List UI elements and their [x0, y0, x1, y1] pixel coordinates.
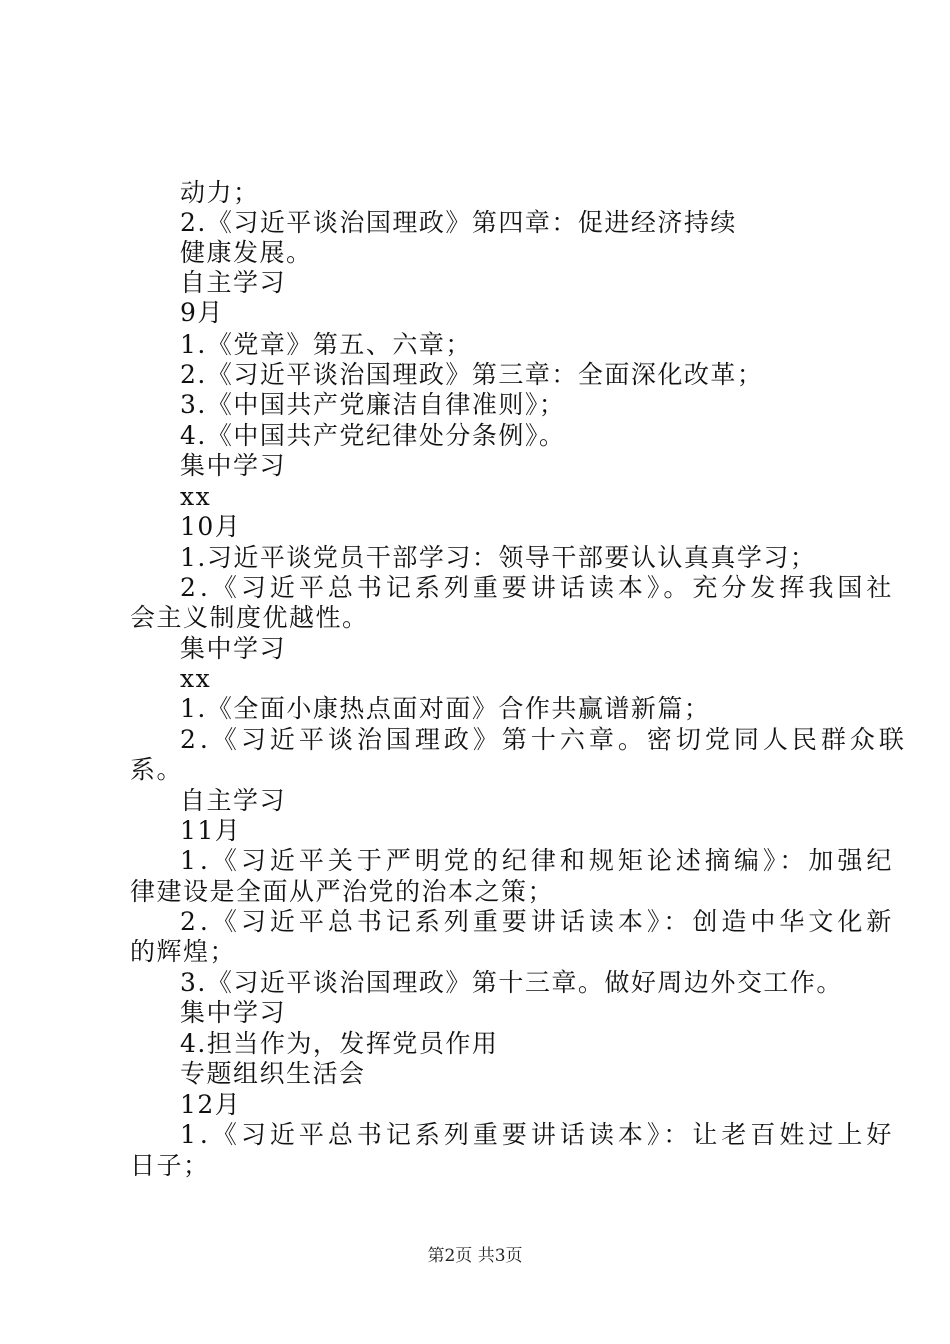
text-line-15: 会主义制度优越性。 — [130, 603, 369, 632]
text-line-11: xx — [180, 482, 212, 511]
text-line-6: 1.《党章》第五、六章； — [180, 330, 472, 359]
text-line-20: 系。 — [130, 755, 184, 784]
text-line-17: xx — [180, 664, 212, 693]
text-line-18: 1.《全面小康热点面对面》合作共赢谱新篇； — [180, 694, 711, 723]
text-line-27: 3.《习近平谈治国理政》第十三章。做好周边外交工作。 — [180, 968, 843, 997]
text-line-5: 9月 — [180, 298, 224, 327]
text-line-32: 1.《习近平总书记系列重要讲话读本》：让老百姓过上好 — [180, 1120, 896, 1149]
text-line-10: 集中学习 — [180, 451, 287, 480]
text-line-33: 日子； — [130, 1151, 210, 1180]
text-line-21: 自主学习 — [180, 786, 287, 815]
text-line-24: 律建设是全面从严治党的治本之策； — [130, 877, 555, 906]
text-line-22: 11月 — [180, 816, 242, 845]
text-line-12: 10月 — [180, 512, 242, 541]
text-line-4: 自主学习 — [180, 268, 287, 297]
text-line-13: 1.习近平谈党员干部学习：领导干部要认认真真学习； — [180, 543, 817, 572]
text-line-25: 2.《习近平总书记系列重要讲话读本》：创造中华文化新 — [180, 907, 896, 936]
text-line-9: 4.《中国共产党纪律处分条例》。 — [180, 421, 566, 450]
text-line-29: 4.担当作为，发挥党员作用 — [180, 1029, 499, 1058]
text-line-7: 2.《习近平谈治国理政》第三章：全面深化改革； — [180, 360, 764, 389]
text-line-8: 3.《中国共产党廉洁自律准则》； — [180, 390, 566, 419]
text-line-2: 2.《习近平谈治国理政》第四章：促进经济持续 — [180, 208, 737, 237]
text-line-1: 动力； — [180, 178, 260, 207]
text-line-23: 1.《习近平关于严明党的纪律和规矩论述摘编》：加强纪 — [180, 846, 896, 875]
text-line-31: 12月 — [180, 1090, 242, 1119]
text-line-14: 2.《习近平总书记系列重要讲话读本》。充分发挥我国社 — [180, 573, 896, 602]
text-line-16: 集中学习 — [180, 634, 287, 663]
text-line-3: 健康发展。 — [180, 238, 313, 267]
text-line-19: 2.《习近平谈治国理政》第十六章。密切党同人民群众联 — [180, 725, 908, 754]
text-line-30: 专题组织生活会 — [180, 1059, 366, 1088]
page-footer: 第2页 共3页 — [427, 1246, 523, 1266]
text-line-28: 集中学习 — [180, 998, 287, 1027]
text-line-26: 的辉煌； — [130, 937, 237, 966]
